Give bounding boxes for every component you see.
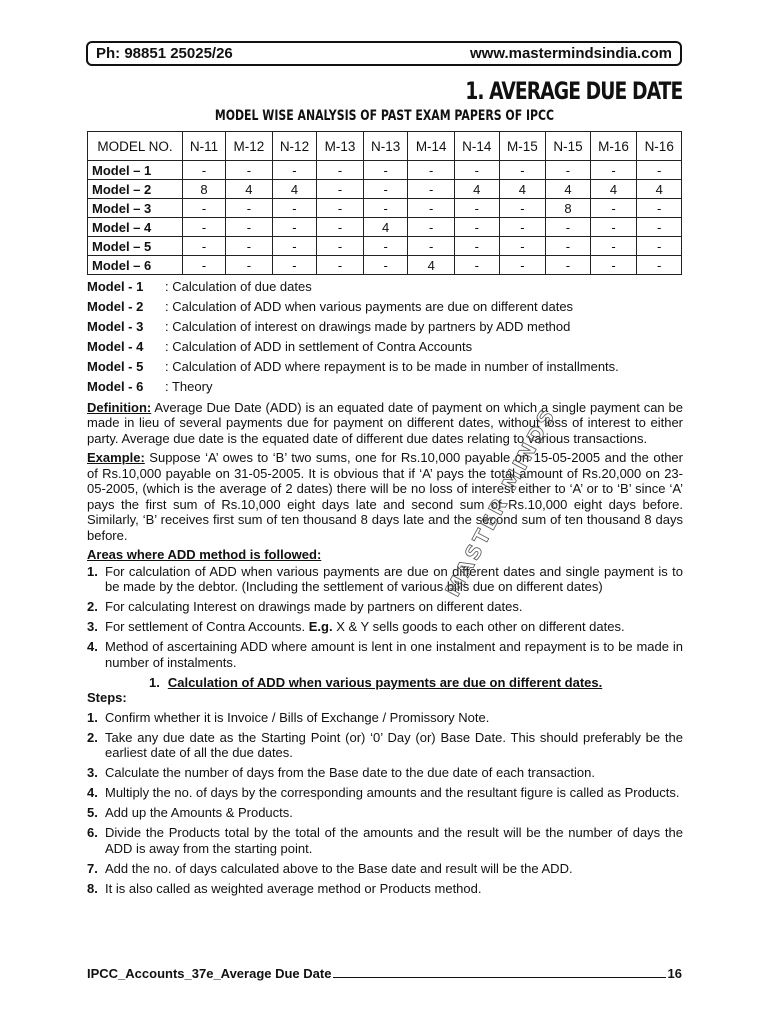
table-row [88, 256, 682, 275]
model-description [87, 339, 683, 355]
table-row [88, 180, 682, 199]
table-cell: 4 [499, 180, 546, 199]
table-row [88, 161, 682, 180]
areas-list [87, 564, 683, 671]
table-cell: 4 [226, 180, 273, 199]
example-label: Example: [87, 450, 145, 466]
list-number: 7. [87, 860, 98, 876]
table-cell: - [637, 161, 682, 180]
table-cell: 4 [637, 180, 682, 199]
table-cell: 8 [183, 180, 226, 199]
list-text: For calculating Interest on drawings made by partners on different dates. [105, 599, 523, 615]
table-cell: - [226, 218, 273, 237]
list-number: 2. [87, 599, 98, 615]
column-header: N-15 [546, 132, 590, 161]
list-item [87, 825, 683, 856]
table-cell: - [455, 199, 499, 218]
table-cell: - [183, 256, 226, 275]
table-cell: - [499, 237, 546, 256]
model-text: : Theory [165, 379, 213, 395]
row-label: Model – 2 [88, 180, 183, 199]
table-cell: - [272, 237, 316, 256]
table-row [88, 218, 682, 237]
table-cell: - [546, 256, 590, 275]
list-text: Method of ascertaining ADD where amount is lent in one instalment and repayment is to be made in number of instalments. [105, 639, 683, 670]
table-cell: - [272, 218, 316, 237]
section-title: Calculation of ADD when various payments are due on different dates. [167, 674, 603, 690]
table-cell: - [183, 199, 226, 218]
table-cell: - [226, 161, 273, 180]
model-text: : Calculation of ADD when various payments are due on different dates [165, 299, 574, 315]
list-text: Take any due date as the Starting Point (or) ‘0’ Day (or) Base Date. This should preferably be the earliest date of all the due dates. [105, 729, 683, 761]
page-number: 16 [667, 966, 682, 981]
column-header: M-15 [499, 132, 546, 161]
table-cell: 4 [455, 180, 499, 199]
list-item [87, 710, 683, 726]
table-cell: - [455, 237, 499, 256]
section-number: 1. [149, 674, 160, 690]
model-label: Model - 5 [87, 359, 144, 375]
steps-list [87, 710, 683, 897]
definition-text: Average Due Date (ADD) is an equated date of payment on which a single payment can be made in lieu of several payments due for payment on different dates, without loss of interest to either party. Average due date is the equated date of different due dates relating to various transactions. [87, 399, 683, 446]
list-text-bold: E.g. [308, 619, 333, 635]
model-text: : Calculation of interest on drawings made by partners by ADD method [165, 319, 571, 335]
row-label: Model – 1 [88, 161, 183, 180]
list-number: 3. [87, 619, 98, 635]
table-cell: - [317, 161, 364, 180]
header-box [86, 41, 682, 66]
list-item [87, 599, 683, 615]
table-cell: - [590, 256, 637, 275]
list-item [87, 639, 683, 670]
list-number: 8. [87, 880, 98, 896]
table-cell: 4 [363, 218, 407, 237]
list-text: X & Y sells goods to each other on different dates. [332, 619, 625, 635]
table-cell: - [272, 256, 316, 275]
list-number: 3. [87, 765, 98, 781]
column-header: N-11 [183, 132, 226, 161]
model-text: : Calculation of ADD where repayment is to be made in number of installments. [165, 359, 619, 375]
list-item [87, 861, 683, 877]
table-cell: - [226, 256, 273, 275]
column-header: M-16 [590, 132, 637, 161]
table-cell: 4 [408, 256, 455, 275]
table-cell: - [590, 199, 637, 218]
list-number: 4. [87, 785, 98, 801]
table-cell: - [499, 199, 546, 218]
row-label: Model – 4 [88, 218, 183, 237]
model-label: Model - 4 [87, 339, 144, 355]
model-text: : Calculation of ADD in settlement of Contra Accounts [165, 339, 473, 355]
row-label: Model – 6 [88, 256, 183, 275]
table-cell: - [637, 218, 682, 237]
table-cell: - [408, 161, 455, 180]
list-text: Confirm whether it is Invoice / Bills of Exchange / Promissory Note. [105, 709, 490, 725]
model-label: Model - 3 [87, 319, 144, 335]
table-cell: - [363, 180, 407, 199]
footer-rule [333, 976, 665, 978]
list-item [87, 619, 683, 635]
table-cell: - [499, 161, 546, 180]
table-cell: - [272, 199, 316, 218]
row-label: Model – 5 [88, 237, 183, 256]
table-cell: - [317, 218, 364, 237]
table-header-row [88, 132, 682, 161]
list-number: 1. [87, 563, 98, 579]
table-cell: - [363, 161, 407, 180]
list-text: Divide the Products total by the total of the amounts and the result will be the number of days the ADD is away from the starting point. [105, 825, 683, 856]
table-cell: - [317, 180, 364, 199]
table-cell: - [590, 218, 637, 237]
model-label: Model - 2 [87, 299, 144, 315]
table-cell: - [546, 237, 590, 256]
list-item [87, 881, 683, 897]
list-text: Multiply the no. of days by the corresponding amounts and the resultant figure is called as Products. [105, 785, 680, 801]
model-description [87, 379, 683, 395]
table-cell: - [363, 199, 407, 218]
table-cell: - [590, 237, 637, 256]
table-subtitle-text: MODEL WISE ANALYSIS OF PAST EXAM PAPERS OF IPCC [214, 108, 554, 124]
table-cell: 4 [590, 180, 637, 199]
table-cell: - [455, 218, 499, 237]
table-cell: - [499, 218, 546, 237]
page-footer [87, 966, 682, 981]
column-header: N-13 [363, 132, 407, 161]
model-analysis-table [87, 131, 682, 275]
table-cell: - [637, 199, 682, 218]
column-header: N-12 [272, 132, 316, 161]
definition-label: Definition: [87, 399, 152, 415]
table-cell: - [317, 256, 364, 275]
model-label: Model - 6 [87, 379, 144, 395]
table-cell: - [546, 218, 590, 237]
section-heading [149, 675, 683, 691]
table-cell: - [637, 256, 682, 275]
table-cell: - [408, 237, 455, 256]
table-cell: - [499, 256, 546, 275]
list-text: Add the no. of days calculated above to the Base date and result will be the ADD. [105, 860, 573, 876]
table-cell: - [408, 218, 455, 237]
example-text: Suppose ‘A’ owes to ‘B’ two sums, one for Rs.10,000 payable on 15-05-2005 and the other of Rs.10,000 payable on 31-05-2005. It is obvious that if ‘A’ pays the total amount of Rs.20,000 on 23-05-2005, (which is the average of 2 dates) there will be no loss of interest either to ‘A’ or to ‘B’ since ‘A’ pays the first sum of Rs.10,000 eight days late and second sum of Rs.10,000 eight days before. Similarly, ‘B’ receives first sum of ten thousand 8 days late and the second sum of ten thousand 8 days before. [87, 450, 683, 543]
table-cell: - [226, 199, 273, 218]
list-text: Calculate the number of days from the Base date to the due date of each transaction. [105, 765, 595, 781]
table-cell: - [546, 161, 590, 180]
table-row [88, 237, 682, 256]
model-label: Model - 1 [87, 279, 144, 294]
phone-number: Ph: 98851 25025/26 [96, 45, 233, 62]
list-number: 5. [87, 805, 98, 821]
table-cell: - [272, 161, 316, 180]
example-paragraph [87, 450, 683, 543]
website-url: www.mastermindsindia.com [470, 45, 672, 62]
list-text: For settlement of Contra Accounts. [105, 619, 309, 635]
list-number: 6. [87, 825, 98, 841]
table-cell: - [590, 161, 637, 180]
table-cell: - [317, 237, 364, 256]
definition-paragraph [87, 400, 683, 447]
row-label: Model – 3 [88, 199, 183, 218]
steps-heading: Steps: [87, 690, 127, 706]
list-item [87, 730, 683, 761]
footer-label: IPCC_Accounts_37e_Average Due Date [87, 966, 332, 981]
table-cell: - [363, 237, 407, 256]
table-subtitle [0, 108, 768, 124]
model-text: : Calculation of due dates [165, 279, 312, 294]
table-cell: - [317, 199, 364, 218]
table-cell: - [183, 237, 226, 256]
list-number: 4. [87, 639, 98, 655]
watermark: MASTER MINDS [440, 403, 561, 601]
table-cell: - [183, 161, 226, 180]
list-item [87, 805, 683, 821]
list-item [87, 785, 683, 801]
column-header: M-13 [317, 132, 364, 161]
list-number: 1. [87, 709, 98, 725]
table-row [88, 199, 682, 218]
table-cell: - [363, 256, 407, 275]
table-cell: - [455, 161, 499, 180]
table-cell: - [637, 237, 682, 256]
list-item [87, 765, 683, 781]
model-description [87, 279, 683, 295]
table-cell: - [408, 180, 455, 199]
list-text: For calculation of ADD when various payments are due on different dates and single payment is to be made by the debtor. (Including the settlement of various bills due on different dates) [105, 563, 683, 595]
column-header: N-16 [637, 132, 682, 161]
table-cell: - [455, 256, 499, 275]
list-text: It is also called as weighted average method or Products method. [105, 880, 482, 896]
areas-heading: Areas where ADD method is followed: [87, 547, 322, 563]
list-text: Add up the Amounts & Products. [105, 805, 293, 821]
table-cell: - [183, 218, 226, 237]
table-cell: 4 [272, 180, 316, 199]
model-description [87, 299, 683, 315]
model-description [87, 359, 683, 375]
table-cell: - [226, 237, 273, 256]
table-cell: 4 [546, 180, 590, 199]
table-cell: - [408, 199, 455, 218]
column-header: M-14 [408, 132, 455, 161]
list-number: 2. [87, 729, 98, 745]
list-item [87, 564, 683, 595]
column-header: N-14 [455, 132, 499, 161]
column-header: M-12 [226, 132, 273, 161]
model-description [87, 319, 683, 335]
table-cell: 8 [546, 199, 590, 218]
column-header: MODEL NO. [88, 132, 183, 161]
content-body [87, 279, 683, 901]
chapter-title: 1. AVERAGE DUE DATE [464, 77, 682, 105]
